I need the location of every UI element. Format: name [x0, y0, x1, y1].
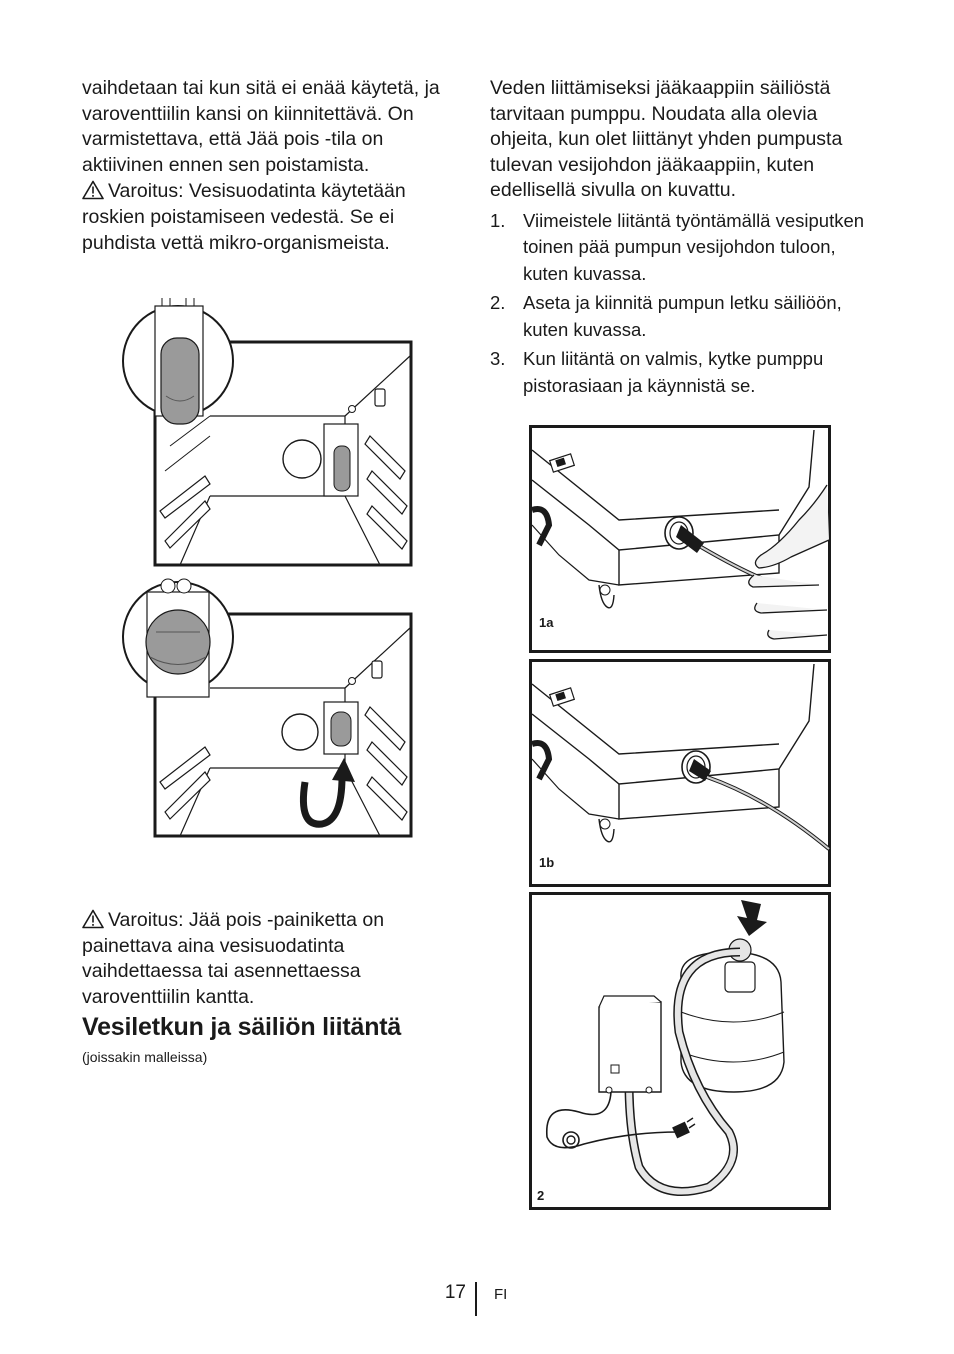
step-text: Kun liitäntä on valmis, kytke pumppu pistorasiaan ja käynnistä se. [523, 348, 824, 396]
warning-text: Varoitus: Vesisuodatinta käytetään roskien poistamiseen vedestä. Se ei puhdista vettä mikro-organismeista. [82, 180, 406, 254]
step-text: Aseta ja kiinnitä pumpun letku säiliöön, kuten kuvassa. [523, 292, 842, 340]
page-footer [0, 1282, 954, 1322]
warning-paragraph-2 [82, 908, 454, 1010]
step-text: Viimeistele liitäntä työntämällä vesiputken toinen pää pumpun vesijohdon tuloon, kuten kuvassa. [523, 209, 865, 284]
figure-2 [529, 892, 831, 1210]
list-item [490, 208, 885, 288]
intro-paragraph: Veden liittämiseksi jääkaappiin säiliöstä tarvitaan pumppu. Noudata alla olevia ohjeita, kun olet liittänyt yhden pumpusta tulevan vesijohdon jääkaappiin, kuten edellisellä sivulla on kuvattu. [490, 77, 843, 202]
left-text-block [82, 76, 454, 256]
right-text-block [490, 76, 885, 402]
page-number: 17 [444, 1282, 466, 1303]
footer-divider [475, 1282, 477, 1316]
pump-hose-connected-illustration [529, 659, 831, 887]
section-title: Vesiletkun ja säiliön liitäntä [82, 1013, 402, 1041]
pump-hose-insert-illustration [529, 425, 831, 653]
step-number: 1. [490, 209, 506, 231]
figure-label: 2 [537, 1188, 545, 1203]
step-number: 2. [490, 292, 506, 314]
figure-label: 1a [539, 615, 554, 630]
section-subtitle: (joissakin malleissa) [82, 1049, 208, 1065]
filter-figure-bottom [110, 572, 420, 840]
figure-label: 1b [539, 855, 555, 870]
step-number: 3. [490, 348, 506, 370]
warning-triangle-icon [82, 909, 104, 929]
figure-1a [529, 425, 831, 653]
steps-list [490, 208, 885, 400]
figure-1b [529, 659, 831, 887]
list-item [490, 290, 885, 343]
paragraph: vaihdetaan tai kun sitä ei enää käytetä, ja varoventtiilin kansi on kiinnitettävä. On varmistettava, että Jää pois -tila on aktiivinen ennen sen poistamista. [82, 77, 440, 176]
filter-figure-top [110, 296, 420, 568]
language-code: FI [494, 1286, 508, 1303]
pump-tank-illustration [529, 892, 831, 1210]
warning-triangle-icon [82, 180, 104, 200]
warning-paragraph [82, 179, 454, 256]
warning-text: Varoitus: Jää pois -painiketta on painettava aina vesisuodatinta vaihdettaessa tai asennettaessa varoventtiilin kantta. [82, 909, 385, 1008]
list-item [490, 346, 885, 399]
